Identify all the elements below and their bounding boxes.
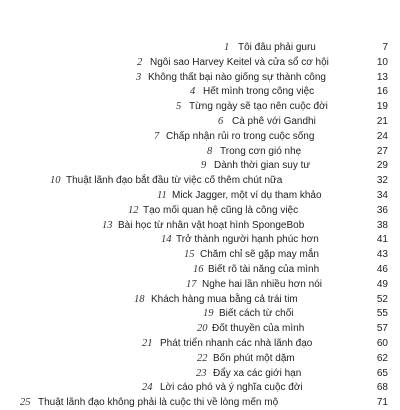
toc-entry-title: Tôi đâu phải guru xyxy=(238,42,316,53)
toc-entry-14 xyxy=(0,232,400,247)
toc-entry-page: 49 xyxy=(376,278,388,290)
toc-entry-18 xyxy=(0,292,400,307)
toc-entry-number: 9 xyxy=(201,160,207,172)
toc-entry-title: Thuật lãnh đạo bắt đầu từ việc cố thêm chút nữa xyxy=(66,175,283,187)
toc-entry-title: Khách hàng mua bằng cả trái tim xyxy=(151,293,298,305)
toc-entry-24 xyxy=(0,380,400,395)
toc-entry-page: 16 xyxy=(376,86,388,98)
toc-entry-number: 3 xyxy=(136,71,142,83)
toc-entry-2 xyxy=(0,55,400,70)
toc-entry-number: 20 xyxy=(197,323,208,335)
toc-entry-7 xyxy=(0,129,400,144)
toc-entry-16 xyxy=(0,262,400,277)
toc-entry-page: 46 xyxy=(376,264,388,275)
toc-entry-title: Mick Jagger, một ví dụ tham khảo xyxy=(172,190,322,201)
toc-entry-page: 36 xyxy=(376,204,388,216)
toc-entry-title: Trong cơn gió nhẹ xyxy=(220,145,302,157)
toc-entry-page: 52 xyxy=(376,293,388,305)
toc-entry-22 xyxy=(0,351,400,366)
toc-entry-page: 62 xyxy=(376,352,388,364)
toc-entry-page: 7 xyxy=(382,42,388,53)
toc-entry-25 xyxy=(0,395,400,410)
toc-entry-title: Tạo mối quan hệ cũng là công việc xyxy=(143,204,299,216)
toc-entry-number: 24 xyxy=(142,382,153,394)
toc-entry-page: 21 xyxy=(376,116,388,127)
toc-entry-20 xyxy=(0,321,400,336)
toc-entry-title: Đẩy xa các giới hạn xyxy=(213,367,302,379)
toc-entry-6 xyxy=(0,114,400,129)
toc-entry-12 xyxy=(0,203,400,218)
toc-entry-title: Thuật lãnh đạo không phải là cuộc thi về lòng mến mộ xyxy=(38,397,279,409)
toc-entry-page: 10 xyxy=(376,56,388,68)
toc-entry-title: Dành thời gian suy tư xyxy=(214,160,311,172)
toc-entry-page: 55 xyxy=(376,308,388,320)
toc-entry-title: Cà phê với Gandhi xyxy=(232,116,316,127)
toc-entry-title: Lời cáo phó và ý nghĩa cuộc đời xyxy=(160,382,303,394)
toc-entry-title: Phát triển nhanh các nhà lãnh đạo xyxy=(160,338,313,349)
toc-entry-21 xyxy=(0,336,400,351)
toc-entry-page: 13 xyxy=(376,71,388,83)
toc-entry-number: 7 xyxy=(154,130,160,142)
toc-entry-number: 18 xyxy=(134,293,145,305)
toc-entry-19 xyxy=(0,306,400,321)
toc-entry-4 xyxy=(0,84,400,99)
toc-entry-page: 24 xyxy=(376,130,388,142)
toc-entry-title: Biết rõ tài năng của mình xyxy=(208,264,320,275)
toc-entry-page: 43 xyxy=(376,249,388,261)
toc-entry-number: 4 xyxy=(190,86,196,98)
toc-entry-number: 5 xyxy=(176,101,182,113)
toc-entry-number: 13 xyxy=(102,219,113,231)
toc-entry-8 xyxy=(0,144,400,159)
toc-entry-page: 27 xyxy=(376,145,388,157)
toc-entry-number: 6 xyxy=(218,116,224,127)
toc-entry-number: 8 xyxy=(207,145,213,157)
toc-entry-number: 14 xyxy=(161,234,172,246)
toc-entry-number: 2 xyxy=(137,56,143,68)
toc-entry-title: Đốt thuyền của mình xyxy=(212,323,305,335)
toc-entry-title: Trở thành người hạnh phúc hơn xyxy=(176,234,319,246)
toc-entry-page: 34 xyxy=(376,190,388,201)
toc-entry-number: 12 xyxy=(128,204,139,216)
toc-entry-number: 21 xyxy=(142,338,153,349)
toc-entry-5 xyxy=(0,99,400,114)
toc-entry-number: 23 xyxy=(196,367,207,379)
toc-entry-9 xyxy=(0,158,400,173)
toc-entry-number: 25 xyxy=(20,397,31,409)
toc-entry-title: Nghe hai lần nhiều hơn nói xyxy=(202,278,322,290)
toc-entry-page: 38 xyxy=(376,219,388,231)
toc-entry-page: 65 xyxy=(376,367,388,379)
toc-entry-13 xyxy=(0,218,400,233)
toc-entry-title: Ngôi sao Harvey Keitel và cửa sổ cơ hội xyxy=(150,56,329,68)
toc-entry-title: Bốn phút một dặm xyxy=(213,352,295,364)
toc-entry-page: 60 xyxy=(376,338,388,349)
toc-entry-number: 17 xyxy=(186,278,197,290)
toc-entry-page: 68 xyxy=(376,382,388,394)
toc-entry-page: 29 xyxy=(376,160,388,172)
toc-entry-number: 22 xyxy=(197,352,208,364)
toc-entry-number: 11 xyxy=(157,190,167,201)
toc-entry-title: Hết mình trong công việc xyxy=(203,86,315,98)
toc-entry-11 xyxy=(0,188,400,203)
toc-entry-page: 32 xyxy=(376,175,388,187)
toc-entry-10 xyxy=(0,173,400,188)
toc-entry-title: Biết cách từ chối xyxy=(219,308,294,320)
toc-entry-page: 41 xyxy=(376,234,388,246)
toc-entry-number: 10 xyxy=(50,175,61,187)
toc-entry-number: 19 xyxy=(203,308,214,320)
toc-entry-title: Từng ngày sẽ tạo nên cuộc đời xyxy=(189,101,328,113)
toc-entry-number: 1 xyxy=(224,42,230,53)
toc-entry-page: 19 xyxy=(376,101,388,113)
toc-entry-15 xyxy=(0,247,400,262)
toc-entry-title: Chấp nhận rủi ro trong cuộc sống xyxy=(166,130,315,142)
toc-entry-page: 71 xyxy=(376,397,388,409)
toc-entry-1 xyxy=(0,40,400,55)
toc-entry-number: 15 xyxy=(184,249,195,261)
toc-entry-3 xyxy=(0,70,400,85)
toc-entry-title: Bài học từ nhân vật hoạt hình SpongeBob xyxy=(118,219,305,231)
toc-entry-number: 16 xyxy=(193,264,204,275)
toc-entry-17 xyxy=(0,277,400,292)
toc-entry-page: 57 xyxy=(376,323,388,335)
toc-entry-title: Chăm chỉ sẽ gặp may mắn xyxy=(200,249,319,261)
toc-entry-title: Không thất bại nào giống sự thành công xyxy=(148,71,326,83)
toc-entry-23 xyxy=(0,366,400,381)
